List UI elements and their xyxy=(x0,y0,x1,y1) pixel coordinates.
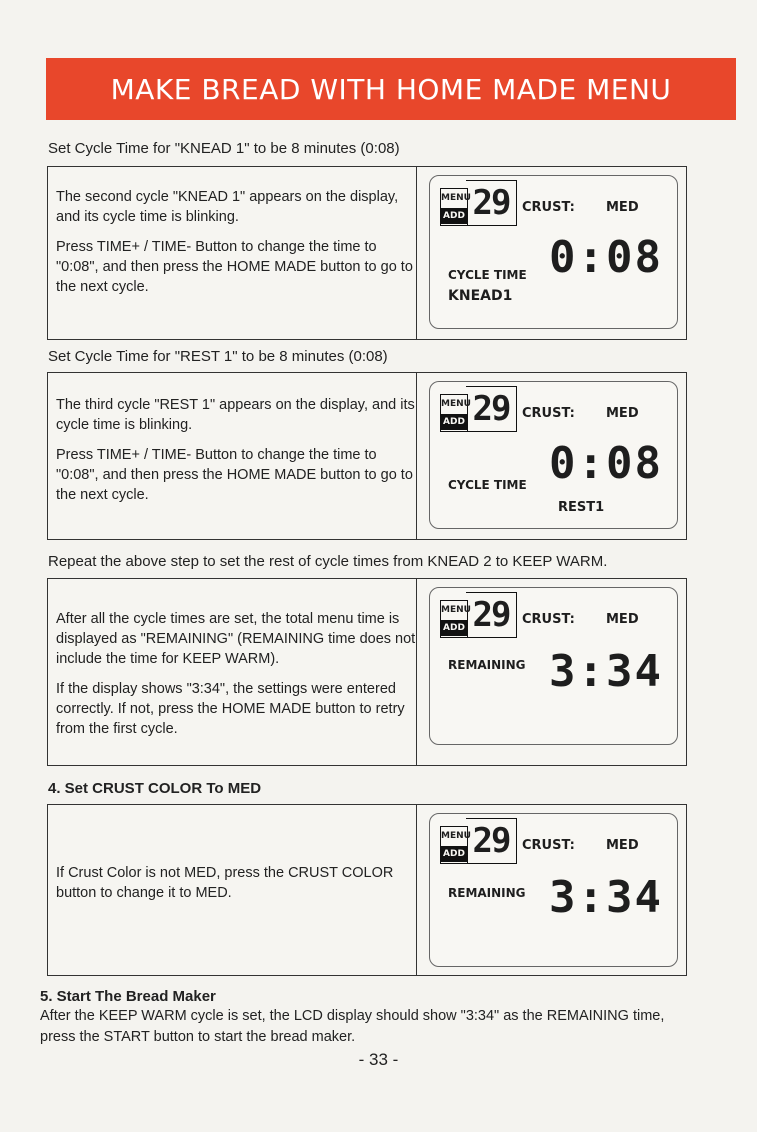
menu-add-indicator xyxy=(440,394,471,432)
lcd-display xyxy=(429,813,678,967)
page-banner: MAKE BREAD WITH HOME MADE MENU xyxy=(46,58,736,120)
crust-label: CRUST: xyxy=(522,838,575,853)
crust-value: MED xyxy=(606,406,639,421)
section-2-box xyxy=(47,372,687,540)
section-3-heading: Repeat the above step to set the rest of cycle times from KNEAD 2 to KEEP WARM. xyxy=(48,553,608,570)
crust-value: MED xyxy=(606,200,639,215)
menu-add-indicator xyxy=(440,600,471,638)
section-2-lcd-panel xyxy=(416,373,686,539)
section-2-paragraph-1: The third cycle "REST 1" appears on the display, and its cycle time is blinking. xyxy=(56,397,415,433)
menu-add-indicator xyxy=(440,188,471,226)
menu-label: MENU xyxy=(441,831,471,841)
cycle-stage-label: REST1 xyxy=(558,500,605,515)
crust-label: CRUST: xyxy=(522,406,575,421)
section-4-lcd-panel xyxy=(416,805,686,975)
section-2-text xyxy=(56,395,416,515)
add-label: ADD xyxy=(441,846,467,862)
lcd-display xyxy=(429,587,678,745)
section-3-paragraph-2: If the display shows "3:34", the settings were entered correctly. If not, press the HOME MADE button to retry from the first cycle. xyxy=(56,681,405,737)
menu-number: 29 xyxy=(466,386,517,432)
crust-label: CRUST: xyxy=(522,612,575,627)
section-1-paragraph-1: The second cycle "KNEAD 1" appears on the display, and its cycle time is blinking. xyxy=(56,189,399,225)
section-4-heading: 4. Set CRUST COLOR To MED xyxy=(48,780,262,797)
section-4-text xyxy=(56,863,396,913)
step-5-text: After the KEEP WARM cycle is set, the LCD display should show "3:34" as the REMAINING time, press the START button to start the bread maker. xyxy=(40,1008,665,1045)
menu-number: 29 xyxy=(466,592,517,638)
section-1-paragraph-2: Press TIME+ / TIME- Button to change the time to "0:08", and then press the HOME MADE button to go to the next cycle. xyxy=(56,239,413,295)
add-label: ADD xyxy=(441,208,467,224)
add-label: ADD xyxy=(441,620,467,636)
lcd-time: 0:08 xyxy=(549,438,663,489)
lcd-time: 3:34 xyxy=(549,646,663,697)
add-label: ADD xyxy=(441,414,467,430)
menu-label: MENU xyxy=(441,605,471,615)
menu-label: MENU xyxy=(441,193,471,203)
lcd-time: 0:08 xyxy=(549,232,663,283)
lcd-display xyxy=(429,175,678,329)
cycle-time-label: CYCLE TIME xyxy=(448,268,527,282)
menu-add-indicator xyxy=(440,826,471,864)
step-5-heading: 5. Start The Bread Maker xyxy=(40,988,216,1005)
page-number: - 33 - xyxy=(358,1050,399,1069)
section-4-box xyxy=(47,804,687,976)
cycle-time-label: CYCLE TIME xyxy=(448,478,527,492)
section-3-lcd-panel xyxy=(416,579,686,765)
section-1-box xyxy=(47,166,687,340)
lcd-display xyxy=(429,381,678,529)
lcd-time: 3:34 xyxy=(549,872,663,923)
section-4-paragraph-1: If Crust Color is not MED, press the CRUST COLOR button to change it to MED. xyxy=(56,865,394,901)
section-2-paragraph-2: Press TIME+ / TIME- Button to change the time to "0:08", and then press the HOME MADE button to go to the next cycle. xyxy=(56,447,413,503)
menu-number: 29 xyxy=(466,180,517,226)
remaining-label: REMAINING xyxy=(448,886,526,900)
remaining-label: REMAINING xyxy=(448,658,526,672)
section-1-text xyxy=(56,187,416,307)
crust-value: MED xyxy=(606,612,639,627)
cycle-name-label: KNEAD1 xyxy=(448,288,513,304)
menu-number: 29 xyxy=(466,818,517,864)
section-1-lcd-panel xyxy=(416,167,686,339)
menu-label: MENU xyxy=(441,399,471,409)
crust-label: CRUST: xyxy=(522,200,575,215)
section-3-text xyxy=(56,609,416,749)
section-3-paragraph-1: After all the cycle times are set, the total menu time is displayed as "REMAINING" (REMAINING time does not include the time for KEEP WARM). xyxy=(56,611,416,667)
crust-value: MED xyxy=(606,838,639,853)
section-1-heading: Set Cycle Time for "KNEAD 1" to be 8 minutes (0:08) xyxy=(48,140,400,157)
section-3-box xyxy=(47,578,687,766)
section-2-heading: Set Cycle Time for "REST 1" to be 8 minutes (0:08) xyxy=(48,348,388,365)
